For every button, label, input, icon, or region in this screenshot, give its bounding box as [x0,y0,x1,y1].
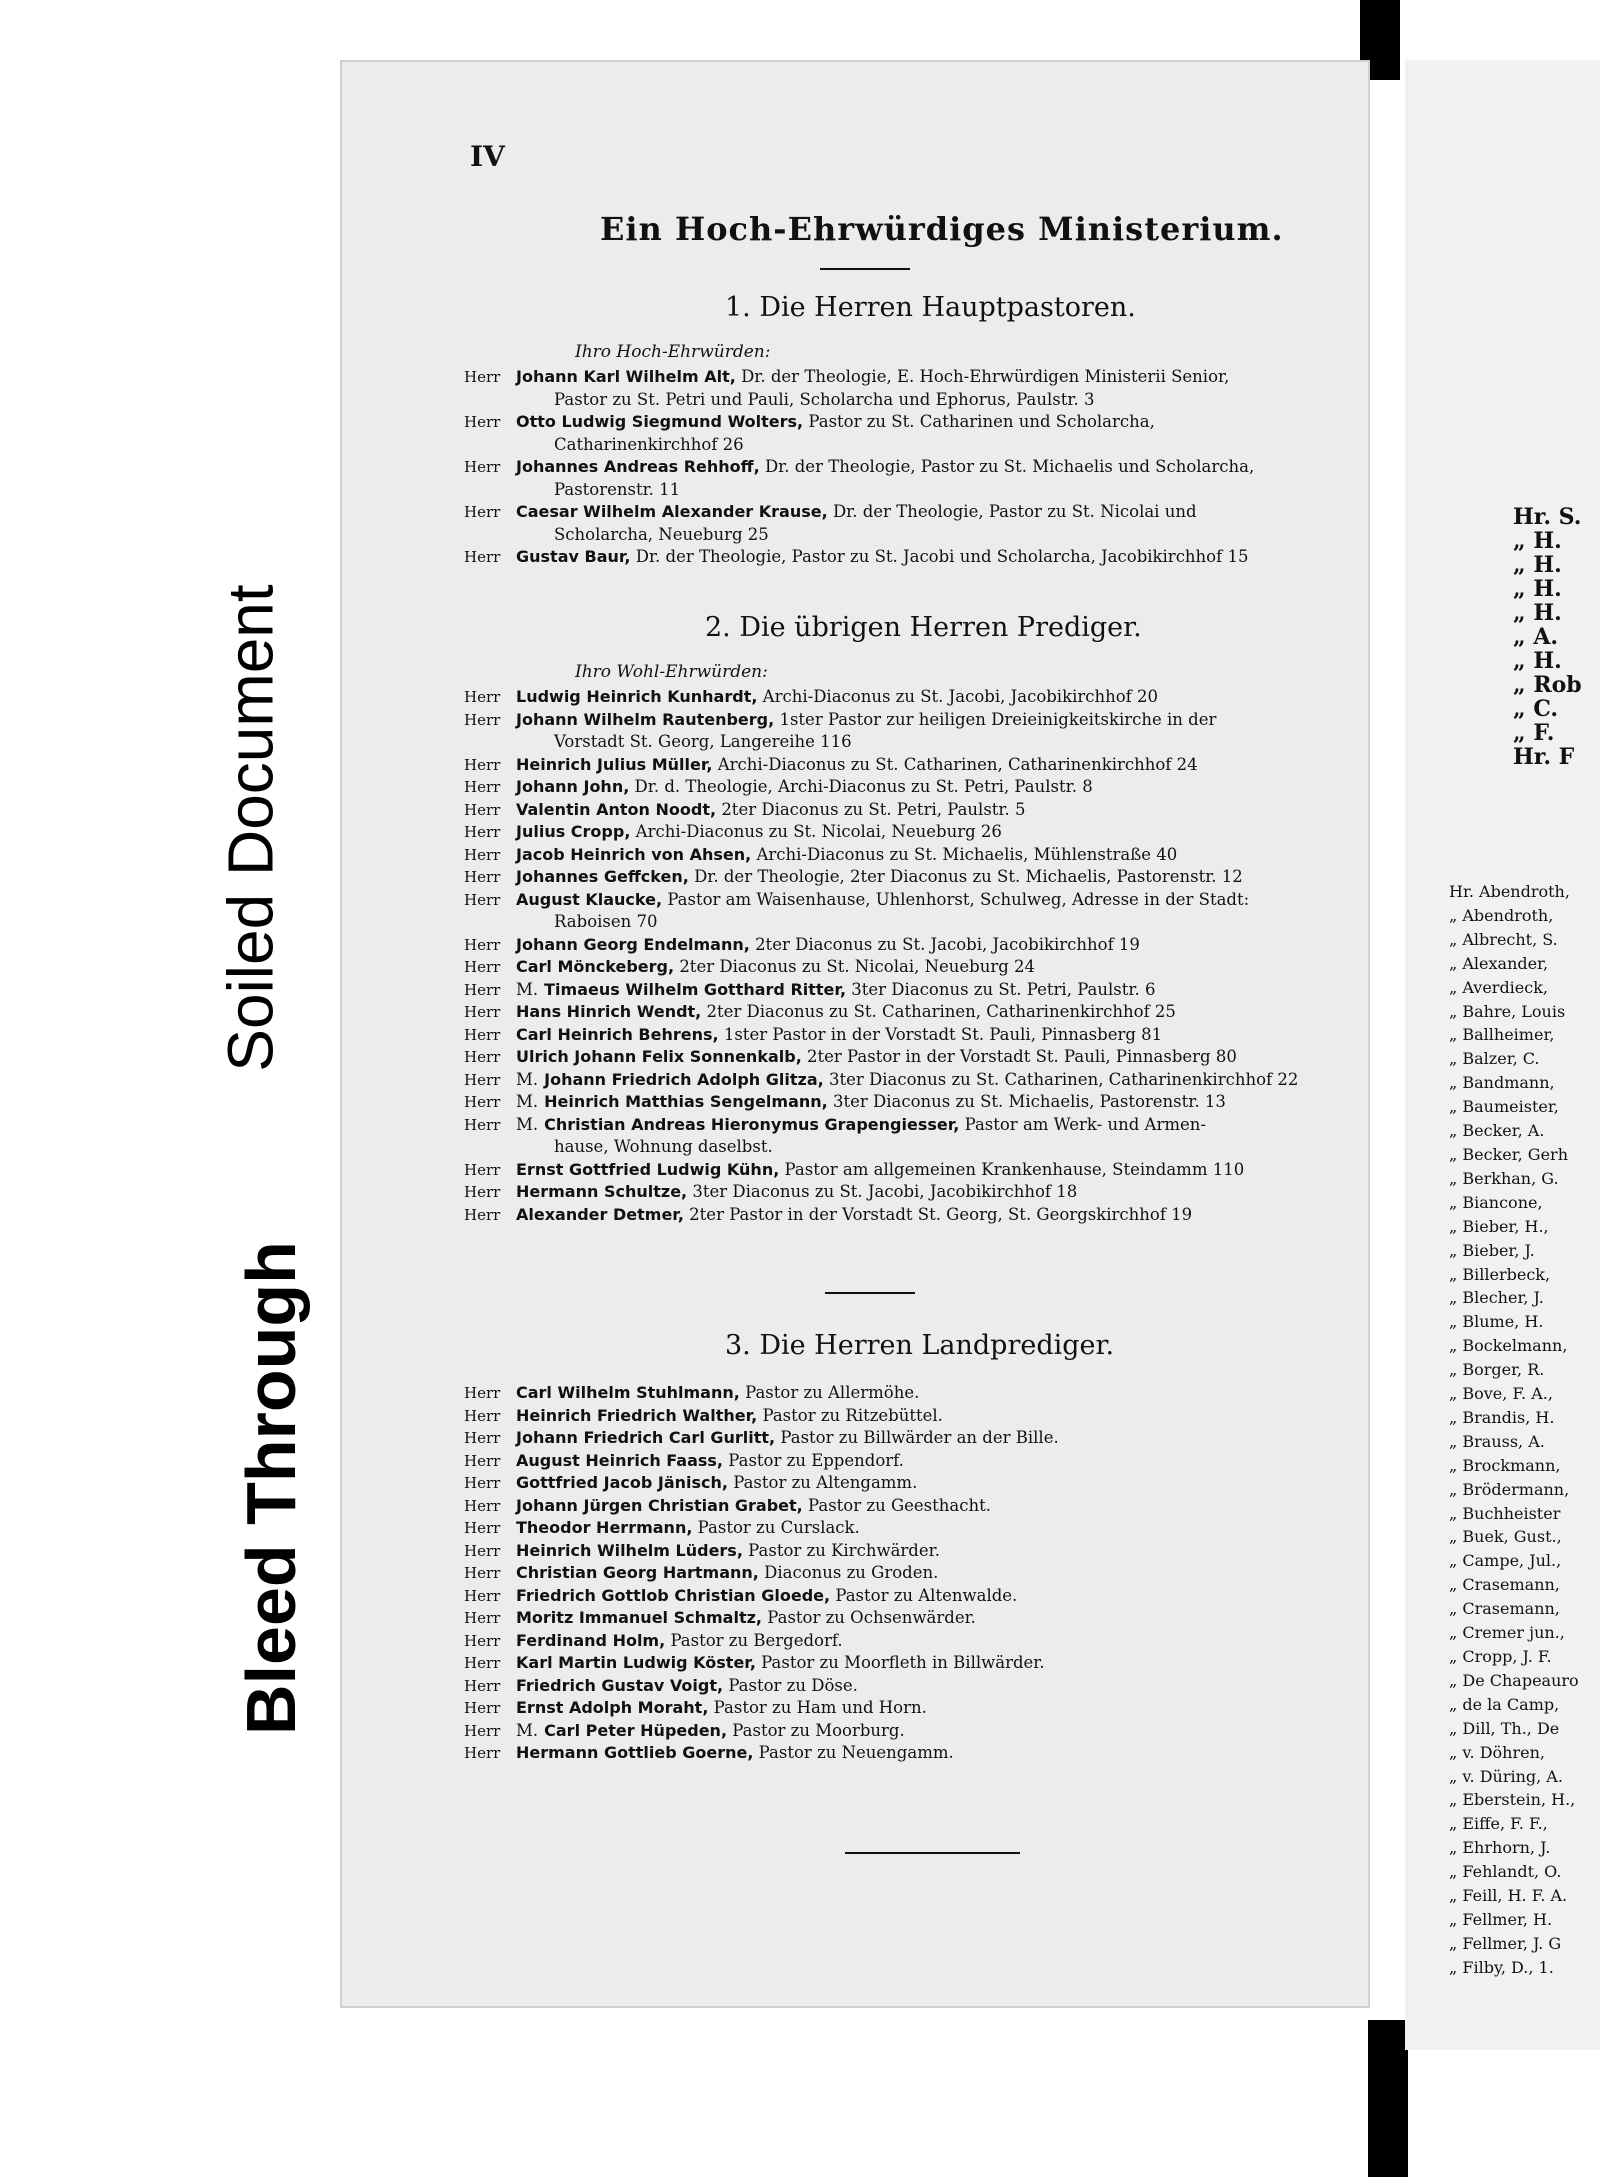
entry-name: Friedrich Gottlob Christian Gloede, [516,1585,831,1605]
herr-label: Herr [464,1093,501,1111]
entry-name: Caesar Wilhelm Alexander Krause, [516,502,828,521]
adjacent-bottom-item: „ Baumeister, [1449,1097,1559,1117]
entry-prefix: M. [516,1069,539,1089]
adjacent-bottom-item: „ Eiffe, F. F., [1449,1814,1548,1834]
entry-row [464,1652,1364,1675]
entry-detail: Pastor zu Allermöhe. [745,1383,920,1402]
section-3-heading: 3. Die Herren Landprediger. [725,1330,1115,1361]
entry-detail: Pastor am Waisenhause, Uhlenhorst, Schulweg, Adresse in der Stadt: [667,889,1250,909]
entry-row [464,501,1364,524]
entry-detail: Pastor zu Döse. [728,1675,858,1695]
entry-detail: Pastor zu Curslack. [697,1518,860,1537]
entry-name: Heinrich Julius Müller, [516,754,713,774]
herr-label: Herr [464,368,501,386]
adjacent-bottom-item: „ de la Camp, [1449,1694,1560,1714]
adjacent-top-item: Hr. S. [1513,504,1582,530]
entry-detail: Pastor zu Billwärder an der Bille. [780,1428,1059,1447]
herr-label: Herr [464,1676,501,1695]
section-1-intro: Ihro Hoch-Ehrwürden: [575,342,771,362]
herr-label: Herr [464,503,501,521]
entry-row [464,1382,1364,1405]
herr-label: Herr [464,548,501,566]
herr-label: Herr [464,845,501,864]
adjacent-bottom-item: „ Filby, D., 1. [1449,1957,1554,1977]
entry-detail: 1ster Pastor zur heiligen Dreieinigkeitskirche in der [779,709,1217,729]
herr-label: Herr [464,1070,501,1089]
adjacent-bottom-item: „ Crasemann, [1449,1575,1560,1595]
adjacent-bottom-item: „ Abendroth, [1449,905,1554,925]
entry-row [464,1046,1364,1069]
entry-detail: Dr. der Theologie, 2ter Diaconus zu St. Michaelis, Pastorenstr. 12 [694,867,1243,886]
adjacent-bottom-item: „ v. Düring, A. [1449,1766,1563,1786]
entry-row [464,776,1364,799]
entry-row [464,1675,1364,1698]
herr-label: Herr [464,1003,501,1021]
adjacent-bottom-item: „ Averdieck, [1449,977,1549,997]
herr-label: Herr [464,1564,501,1582]
adjacent-bottom-item: „ v. Döhren, [1449,1742,1545,1762]
herr-label: Herr [464,823,501,841]
adjacent-top-item: „ C. [1513,696,1559,722]
adjacent-bottom-item: „ Brauss, A. [1449,1431,1545,1451]
adjacent-bottom-item: „ Dill, Th., De [1449,1718,1560,1738]
entry-row [464,1427,1364,1450]
adjacent-bottom-item: „ Cremer jun., [1449,1623,1565,1643]
entry-continuation: Scholarcha, Neueburg 25 [554,524,769,544]
adjacent-top-item: „ H. [1513,552,1562,578]
adjacent-bottom-item: „ Bieber, J. [1449,1240,1535,1260]
entry-name: Ernst Gottfried Ludwig Kühn, [516,1159,780,1179]
entry-row [464,1720,1364,1743]
adjacent-bottom-item: „ Billerbeck, [1449,1264,1551,1284]
adjacent-bottom-item: „ Fehlandt, O. [1449,1862,1562,1882]
herr-label: Herr [464,1025,501,1044]
entry-row [464,754,1364,777]
page-title: Ein Hoch-Ehrwürdiges Ministerium. [600,210,1284,248]
entry-detail: 2ter Diaconus zu St. Jacobi, Jacobikirchhof 19 [755,934,1140,954]
entry-name: Christian Georg Hartmann, [516,1563,759,1582]
entry-continuation: Vorstadt St. Georg, Langereihe 116 [554,732,852,751]
entry-name: Johann Karl Wilhelm Alt, [516,367,736,386]
entry-row [464,1069,1364,1092]
entry-name: Johann Jürgen Christian Grabet, [516,1495,803,1515]
adjacent-top-item: „ F. [1513,720,1555,746]
herr-label: Herr [464,1183,501,1201]
entry-row [464,1001,1364,1024]
herr-label: Herr [464,1609,501,1627]
entry-detail: 2ter Diaconus zu St. Petri, Paulstr. 5 [721,799,1026,819]
entry-row [464,1450,1364,1473]
herr-label: Herr [464,1205,501,1224]
entry-continuation: Pastorenstr. 11 [554,479,681,499]
entry-name: Valentin Anton Noodt, [516,799,717,819]
adjacent-bottom-item: „ Fellmer, J. G [1449,1933,1562,1953]
entry-detail: Pastor zu Eppendorf. [728,1450,904,1470]
entry-name: Julius Cropp, [516,822,631,841]
adjacent-bottom-item: „ Eberstein, H., [1449,1790,1576,1810]
entry-detail: 3ter Diaconus zu St. Jacobi, Jacobikirchhof 18 [692,1182,1078,1201]
adjacent-bottom-item: „ Bahre, Louis [1449,1001,1566,1021]
entry-detail: Pastor zu Ochsenwärder. [767,1608,976,1627]
entry-name: Hans Hinrich Wendt, [516,1002,702,1021]
herr-label: Herr [464,935,501,954]
entry-detail: Pastor zu Ritzebüttel. [762,1405,943,1425]
adjacent-bottom-item: „ Bandmann, [1449,1073,1555,1093]
adjacent-bottom-item: „ Balzer, C. [1449,1049,1540,1069]
entry-detail: Pastor zu Kirchwärder. [748,1540,940,1560]
adjacent-bottom-item: „ Brödermann, [1449,1479,1570,1499]
entry-detail: 3ter Diaconus zu St. Petri, Paulstr. 6 [851,979,1156,999]
entry-name: Johann John, [516,777,630,796]
section-2-intro: Ihro Wohl-Ehrwürden: [575,662,768,682]
adjacent-bottom-item: „ Becker, A. [1449,1121,1545,1141]
herr-label: Herr [464,800,501,819]
entry-row [464,821,1364,844]
entry-row [464,686,1364,709]
entry-name: Ernst Adolph Moraht, [516,1698,709,1717]
entry-detail: Pastor zu Ham und Horn. [713,1698,927,1717]
entry-name: Karl Martin Ludwig Köster, [516,1653,756,1672]
entry-detail: Archi-Diaconus zu St. Michaelis, Mühlenstraße 40 [756,844,1178,864]
entry-row [464,799,1364,822]
entry-row [464,979,1364,1002]
adjacent-bottom-item: „ Fellmer, H. [1449,1909,1553,1929]
adjacent-bottom-item: „ Blecher, J. [1449,1288,1544,1308]
adjacent-bottom-item: „ Becker, Gerh [1449,1144,1568,1164]
entry-row [464,934,1364,957]
herr-label: Herr [464,868,501,886]
entry-row [464,411,1364,434]
entry-row [464,1540,1364,1563]
adjacent-bottom-item: „ Bove, F. A., [1449,1384,1553,1404]
entry-detail: Archi-Diaconus zu St. Nicolai, Neueburg 26 [635,822,1002,841]
entry-detail: 2ter Pastor in der Vorstadt St. Georg, St. Georgskirchhof 19 [689,1204,1193,1224]
herr-label: Herr [464,1496,501,1515]
herr-label: Herr [464,1474,501,1492]
entry-row [464,1159,1364,1182]
entry-row [464,546,1364,569]
entry-name: Ferdinand Holm, [516,1630,666,1650]
bleed-through-label: Bleed Through [196,1188,346,1788]
adjacent-bottom-item: „ Bockelmann, [1449,1336,1568,1356]
scan-edge-bottom [1368,2020,1408,2177]
herr-label: Herr [464,1160,501,1179]
adjacent-bottom-item: „ Brandis, H. [1449,1407,1555,1427]
entry-name: Johann Friedrich Adolph Glitza, [544,1069,824,1089]
herr-label: Herr [464,1586,501,1605]
entry-name: Jacob Heinrich von Ahsen, [516,844,752,864]
entry-row [464,1495,1364,1518]
entry-prefix: M. [516,1720,539,1740]
herr-label: Herr [464,1699,501,1717]
adjacent-bottom-item: „ Blume, H. [1449,1312,1544,1332]
herr-label: Herr [464,980,501,999]
entry-detail: 2ter Diaconus zu St. Catharinen, Catharinenkirchhof 25 [706,1002,1176,1021]
adjacent-bottom-item: „ Cropp, J. F. [1449,1647,1552,1666]
herr-label: Herr [464,1115,501,1134]
entry-name: Gustav Baur, [516,547,631,566]
entry-row [464,1630,1364,1653]
herr-label: Herr [464,458,501,476]
herr-label: Herr [464,710,501,729]
entry-name: Moritz Immanuel Schmaltz, [516,1608,762,1627]
entry-name: Johann Georg Endelmann, [516,934,750,954]
entry-detail: Dr. der Theologie, E. Hoch-Ehrwürdigen Ministerii Senior, [741,367,1230,386]
entry-detail: Pastor zu Neuengamm. [758,1743,954,1762]
adjacent-bottom-item: „ Crasemann, [1449,1599,1560,1619]
adjacent-bottom-item: „ Albrecht, S. [1449,929,1558,949]
adjacent-bottom-item: „ Brockmann, [1449,1455,1561,1475]
entry-detail: Pastor zu Bergedorf. [670,1630,843,1650]
herr-label: Herr [464,890,501,909]
adjacent-bottom-item: „ Berkhan, G. [1449,1168,1559,1188]
herr-label: Herr [464,778,501,796]
adjacent-bottom-list [1449,880,1579,1980]
entry-row [464,709,1364,732]
adjacent-page-strip [1405,60,1600,2050]
entry-row [464,366,1364,389]
entry-name: Johannes Andreas Rehhoff, [516,457,760,476]
entry-detail: Dr. der Theologie, Pastor zu St. Nicolai und [832,502,1197,521]
entry-detail: Archi-Diaconus zu St. Catharinen, Catharinenkirchhof 24 [717,754,1198,774]
entry-name: August Heinrich Faass, [516,1450,724,1470]
entry-detail: 2ter Diaconus zu St. Nicolai, Neueburg 24 [679,957,1036,976]
herr-label: Herr [464,1384,501,1402]
adjacent-bottom-item: „ Biancone, [1449,1192,1543,1212]
adjacent-bottom-item: „ Campe, Jul., [1449,1551,1562,1571]
entry-detail: Pastor am Werk- und Armen- [964,1114,1206,1134]
adjacent-bottom-item: „ Alexander, [1449,953,1549,973]
entry-name: Alexander Detmer, [516,1204,684,1224]
section-2-heading: 2. Die übrigen Herren Prediger. [705,612,1142,643]
adjacent-top-item: „ H. [1513,528,1562,554]
herr-label: Herr [464,1451,501,1470]
herr-label: Herr [464,688,501,706]
adjacent-top-item: „ H. [1513,648,1562,674]
section-2-rule [825,1292,915,1294]
herr-label: Herr [464,1048,501,1066]
entry-name: August Klaucke, [516,889,663,909]
entry-detail: Pastor zu Altenwalde. [835,1585,1018,1605]
entry-row [464,456,1364,479]
herr-label: Herr [464,1721,501,1740]
entry-name: Heinrich Friedrich Walther, [516,1405,758,1425]
entry-row [464,866,1364,889]
entry-detail: Archi-Diaconus zu St. Jacobi, Jacobikirchhof 20 [762,687,1159,706]
entry-detail: Pastor zu Altengamm. [733,1473,918,1492]
herr-label: Herr [464,1654,501,1672]
entry-detail: Pastor am allgemeinen Krankenhause, Steindamm 110 [784,1159,1245,1179]
entry-name: Ludwig Heinrich Kunhardt, [516,687,758,706]
entry-detail: Pastor zu Geesthacht. [808,1495,991,1515]
adjacent-bottom-item: Hr. Abendroth, [1449,882,1570,901]
adjacent-top-item: „ H. [1513,600,1562,626]
entry-name: Friedrich Gustav Voigt, [516,1675,724,1695]
entry-row [464,956,1364,979]
entry-name: Gottfried Jacob Jänisch, [516,1473,728,1492]
entry-name: Ulrich Johann Felix Sonnenkalb, [516,1047,802,1066]
adjacent-bottom-item: „ Feill, H. F. A. [1449,1886,1568,1906]
entry-detail: Dr. d. Theologie, Archi-Diaconus zu St. Petri, Paulstr. 8 [634,777,1093,796]
herr-label: Herr [464,755,501,774]
entry-prefix: M. [516,1114,539,1134]
adjacent-bottom-item: „ Borger, R. [1449,1360,1545,1380]
entry-row [464,1181,1364,1204]
entry-detail: Dr. der Theologie, Pastor zu St. Jacobi und Scholarcha, Jacobikirchhof 15 [635,547,1249,566]
herr-label: Herr [464,1541,501,1560]
entry-detail: 3ter Diaconus zu St. Michaelis, Pastorenstr. 13 [833,1092,1226,1111]
section-1-list [464,366,1364,569]
entry-row [464,1472,1364,1495]
entry-row [464,889,1364,912]
page-number: IV [470,140,505,173]
entry-detail: Pastor zu Moorfleth in Billwärder. [761,1653,1045,1672]
herr-label: Herr [464,958,501,976]
entry-continuation: hause, Wohnung daselbst. [554,1137,773,1156]
herr-label: Herr [464,1406,501,1425]
entry-name: Heinrich Matthias Sengelmann, [544,1092,828,1111]
adjacent-bottom-item: „ Buchheister [1449,1503,1561,1523]
herr-label: Herr [464,1429,501,1447]
entry-row [464,1585,1364,1608]
entry-prefix: M. [516,1092,539,1111]
adjacent-top-item: Hr. F [1513,744,1575,770]
entry-name: Hermann Gottlieb Goerne, [516,1743,754,1762]
entry-name: Johann Friedrich Carl Gurlitt, [516,1428,776,1447]
entry-detail: 3ter Diaconus zu St. Catharinen, Catharinenkirchhof 22 [828,1069,1299,1089]
title-rule [820,268,910,270]
entry-name: Carl Mönckeberg, [516,957,675,976]
entry-row [464,1697,1364,1720]
adjacent-bottom-item: „ Buek, Gust., [1449,1527,1562,1547]
section-2-list [464,686,1364,1226]
herr-label: Herr [464,413,501,431]
entry-row [464,844,1364,867]
adjacent-top-item: „ H. [1513,576,1562,602]
entry-detail: Diaconus zu Groden. [764,1563,939,1582]
entry-detail: Pastor zu St. Catharinen und Scholarcha, [808,412,1155,431]
herr-label: Herr [464,1744,501,1762]
section-1-heading: 1. Die Herren Hauptpastoren. [725,292,1136,323]
entry-row [464,1742,1364,1765]
entry-name: Hermann Schultze, [516,1182,688,1201]
entry-row [464,1204,1364,1227]
entry-row [464,1091,1364,1114]
entry-detail: 2ter Pastor in der Vorstadt St. Pauli, Pinnasberg 80 [807,1047,1237,1066]
entry-row [464,1024,1364,1047]
adjacent-top-item: „ Rob [1513,672,1582,698]
herr-label: Herr [464,1631,501,1650]
entry-continuation: Catharinenkirchhof 26 [554,434,744,454]
entry-name: Otto Ludwig Siegmund Wolters, [516,412,804,431]
entry-row [464,1405,1364,1428]
entry-name: Carl Heinrich Behrens, [516,1024,719,1044]
entry-detail: Dr. der Theologie, Pastor zu St. Michaelis und Scholarcha, [764,457,1255,476]
adjacent-bottom-item: „ Bieber, H., [1449,1216,1549,1236]
soiled-document-label: Soiled Document [176,540,326,1115]
entry-row [464,1607,1364,1630]
entry-name: Timaeus Wilhelm Gotthard Ritter, [544,979,847,999]
entry-name: Carl Wilhelm Stuhlmann, [516,1383,740,1402]
herr-label: Herr [464,1519,501,1537]
entry-name: Christian Andreas Hieronymus Grapengiesser, [544,1114,960,1134]
adjacent-top-item: „ A. [1513,624,1559,650]
end-rule [845,1852,1020,1854]
entry-continuation: Raboisen 70 [554,912,658,931]
adjacent-bottom-item: „ De Chapeauro [1449,1670,1579,1690]
entry-row [464,1562,1364,1585]
adjacent-top-list [1513,505,1582,769]
entry-name: Theodor Herrmann, [516,1518,693,1537]
section-3-list [464,1382,1364,1765]
entry-name: Heinrich Wilhelm Lüders, [516,1540,743,1560]
adjacent-bottom-item: „ Ehrhorn, J. [1449,1838,1551,1858]
entry-detail: 1ster Pastor in der Vorstadt St. Pauli, Pinnasberg 81 [723,1024,1163,1044]
entry-name: Carl Peter Hüpeden, [544,1720,728,1740]
entry-continuation: Pastor zu St. Petri und Pauli, Scholarcha und Ephorus, Paulstr. 3 [554,389,1095,409]
entry-prefix: M. [516,979,539,999]
adjacent-bottom-item: „ Ballheimer, [1449,1025,1555,1045]
entry-row [464,1114,1364,1137]
entry-row [464,1517,1364,1540]
entry-name: Johann Wilhelm Rautenberg, [516,709,775,729]
entry-name: Johannes Geffcken, [516,867,689,886]
entry-detail: Pastor zu Moorburg. [732,1720,905,1740]
